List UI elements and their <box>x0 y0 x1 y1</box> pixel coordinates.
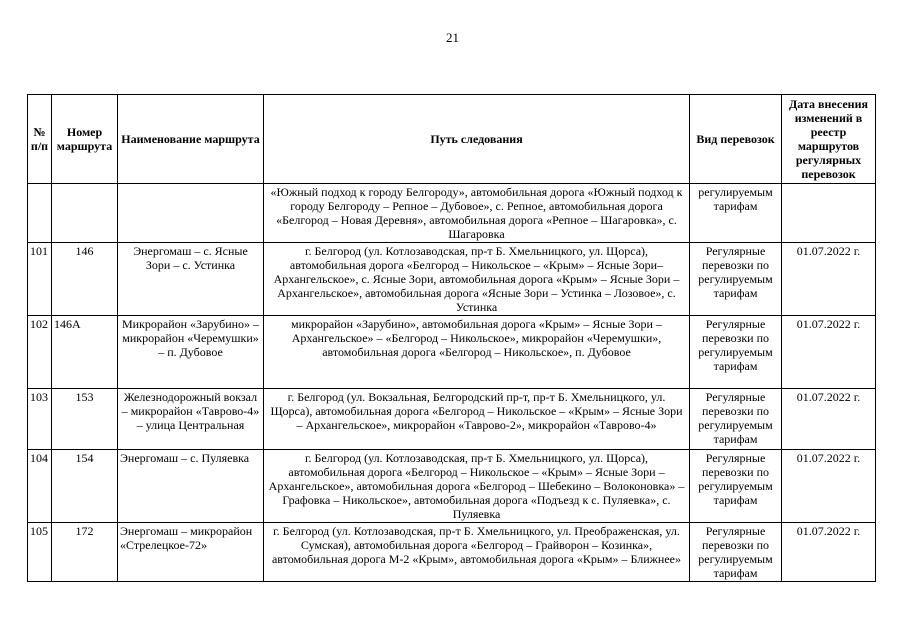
table-row <box>28 316 876 389</box>
cell-num: 105 <box>28 523 52 582</box>
cell-route-number: 172 <box>52 523 118 582</box>
cell-route-path: микрорайон «Зарубино», автомобильная дорога «Крым» – Ясные Зори – Архангельское» – «Белгород – Никольское», микрорайон «Черемушки», автомобильная дорога «Белгород – Никольское», п. Дубовое <box>264 316 690 389</box>
cell-route-number: 153 <box>52 389 118 450</box>
table-header-row <box>28 95 876 184</box>
cell-transport-type: Регулярные перевозки по регулируемым тарифам <box>690 316 782 389</box>
cell-route-number: 154 <box>52 450 118 523</box>
cell-route-path: г. Белгород (ул. Котлозаводская, пр-т Б. Хмельницкого, ул. Щорса), автомобильная дорога «Белгород – Никольское – «Крым» – Ясные Зори– Архангельское», с. Ясные Зори, автомобильная дорога «Крым» – Ясные Зори – Архангельское», автомобильная дорога «Ясные Зори – Устинка – Лозовое», с. Устинка <box>264 243 690 316</box>
cell-route-name: Энергомаш – с. Пуляевка <box>118 450 264 523</box>
header-change-date: Дата внесения изменений в реестр маршрутов регулярных перевозок <box>782 95 876 184</box>
routes-table <box>27 94 876 582</box>
cell-num: 102 <box>28 316 52 389</box>
cell-num <box>28 184 52 243</box>
table-row-continuation <box>28 184 876 243</box>
cell-change-date: 01.07.2022 г. <box>782 316 876 389</box>
header-num: № п/п <box>28 95 52 184</box>
table-row <box>28 389 876 450</box>
cell-transport-type: регулируемым тарифам <box>690 184 782 243</box>
header-route-name: Наименование маршрута <box>118 95 264 184</box>
header-transport-type: Вид перевозок <box>690 95 782 184</box>
header-route-path: Путь следования <box>264 95 690 184</box>
page-number: 21 <box>446 30 459 45</box>
cell-route-name: Энергомаш – с. Ясные Зори – с. Устинка <box>118 243 264 316</box>
cell-change-date: 01.07.2022 г. <box>782 450 876 523</box>
cell-num: 104 <box>28 450 52 523</box>
cell-route-name: Железнодорожный вокзал – микрорайон «Таврово-4» – улица Центральная <box>118 389 264 450</box>
cell-route-name <box>118 184 264 243</box>
cell-route-name: Энергомаш – микрорайон «Стрелецкое-72» <box>118 523 264 582</box>
cell-route-number: 146 <box>52 243 118 316</box>
cell-route-path: г. Белгород (ул. Котлозаводская, пр-т Б. Хмельницкого, ул. Щорса), автомобильная дорога «Белгород – Никольское – «Крым» – Ясные Зори – Архангельское», автомобильная дорога «Белгород – Шебекино – Волоконовка» – Графовка – Никольское», автомобильная дорога «Подъезд к с. Пуляевка», с. Пуляевка <box>264 450 690 523</box>
cell-route-path: «Южный подход к городу Белгороду», автомобильная дорога «Южный подход к городу Белгороду – Репное – Дубовое», с. Репное, автомобильная дорога «Белгород – Новая Деревня», автомобильная дорога «Репное – Шагаровка», с. Шагаровка <box>264 184 690 243</box>
cell-transport-type: Регулярные перевозки по регулируемым тарифам <box>690 523 782 582</box>
cell-route-path: г. Белгород (ул. Котлозаводская, пр-т Б. Хмельницкого, ул. Преображенская, ул. Сумская), автомобильная дорога «Белгород – Грайворон – Козинка», автомобильная дорога М-2 «Крым», автомобильная дорога «Крым» – Ближнее» <box>264 523 690 582</box>
table-row <box>28 450 876 523</box>
header-route-number: Номер маршрута <box>52 95 118 184</box>
table-row <box>28 243 876 316</box>
cell-change-date: 01.07.2022 г. <box>782 523 876 582</box>
cell-route-path: г. Белгород (ул. Вокзальная, Белгородский пр-т, пр-т Б. Хмельницкого, ул. Щорса), автомобильная дорога «Белгород – Никольское – «Крым» – Ясные Зори – Архангельское», микрорайон «Таврово-2», микрорайон «Таврово-4» <box>264 389 690 450</box>
cell-num: 103 <box>28 389 52 450</box>
cell-num: 101 <box>28 243 52 316</box>
cell-transport-type: Регулярные перевозки по регулируемым тарифам <box>690 450 782 523</box>
table-row <box>28 523 876 582</box>
cell-transport-type: Регулярные перевозки по регулируемым тарифам <box>690 389 782 450</box>
cell-change-date <box>782 184 876 243</box>
cell-change-date: 01.07.2022 г. <box>782 389 876 450</box>
cell-route-number <box>52 184 118 243</box>
cell-route-name: Микрорайон «Зарубино» – микрорайон «Черемушки» – п. Дубовое <box>118 316 264 389</box>
cell-change-date: 01.07.2022 г. <box>782 243 876 316</box>
cell-route-number: 146А <box>52 316 118 389</box>
cell-transport-type: Регулярные перевозки по регулируемым тарифам <box>690 243 782 316</box>
